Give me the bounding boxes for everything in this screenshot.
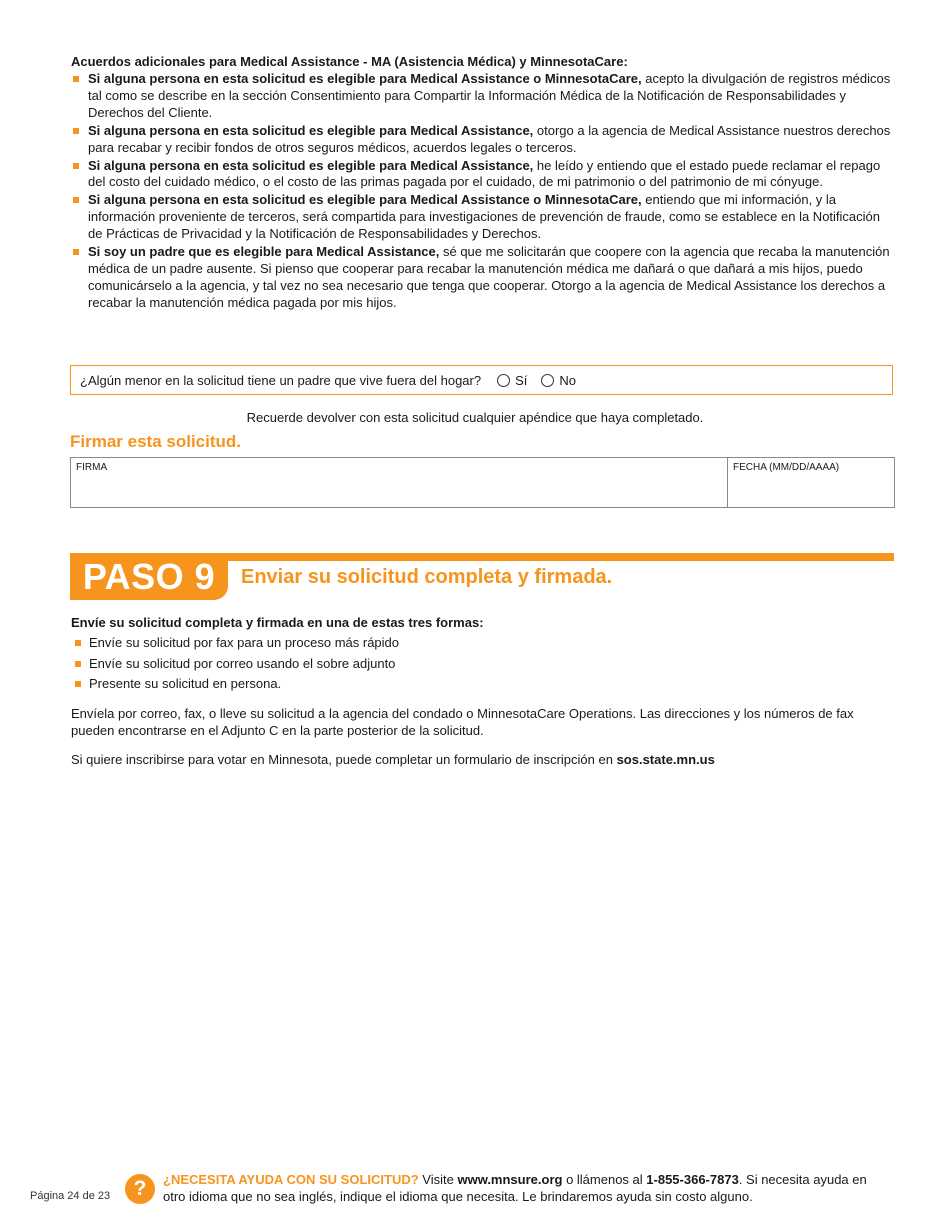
bullet-square-icon: [73, 249, 79, 255]
step-divider-bar: [200, 553, 894, 561]
agreement-bold-text: Si soy un padre que es elegible para Medical Assistance,: [88, 244, 440, 260]
send-methods-list: [71, 635, 399, 697]
mailing-instructions: Envíela por correo, fax, o lleve su solicitud a la agencia del condado o MinnesotaCare Operations. Las direcciones y los números de fax pueden encontrarse en el Adjunto C en la parte posterior de la solicitud.: [71, 706, 854, 738]
agreement-item: [71, 192, 895, 243]
help-call-text: o llámenos al: [562, 1172, 647, 1187]
agreement-text: entiendo que mi información, y la información proveniente de terceros, será compartida para investigaciones de prevención de fraude, como se establece en la Notificación de Prácticas de Privacidad y la Notificación de Responsabilidades y Derechos.: [88, 192, 881, 242]
signature-field[interactable]: [71, 458, 728, 507]
answer-radio-group: [497, 373, 590, 388]
signature-field-label: FIRMA: [76, 462, 108, 473]
voter-registration-link[interactable]: sos.state.mn.us: [616, 752, 715, 767]
help-rest-text: . Si necesita ayuda en otro idioma que no sea inglés, indique el idioma que necesita. Le brindaremos ayuda sin costo alguno.: [163, 1172, 867, 1204]
sign-section-title: Firmar esta solicitud.: [70, 432, 241, 451]
bullet-square-icon: [73, 197, 79, 203]
page-number: Página 24 de 23: [30, 1190, 111, 1202]
yes-radio[interactable]: [497, 374, 510, 387]
date-field[interactable]: [728, 458, 894, 507]
bullet-square-icon: [75, 681, 81, 687]
send-method-text: Envíe su solicitud por correo usando el sobre adjunto: [89, 655, 396, 671]
agreement-item: [71, 71, 895, 122]
agreement-item: [71, 244, 895, 312]
agreement-text: sé que me solicitarán que coopere con la agencia que recaba la manutención médica de un padre ausente. Si pienso que cooperar para recabar la manutención médica me dañará o que dañará a mis hijos, puedo comunicárselo a la agencia, y tal vez no sea necesario que tenga que cooperar. Otorgo a la agencia de Medical Assistance los derechos a recabar la manutención médica pagada por mis hijos.: [88, 244, 890, 310]
date-field-label: FECHA (MM/DD/AAAA): [733, 462, 840, 473]
voter-registration-note: [71, 752, 893, 769]
step-badge: PASO 9: [70, 553, 228, 600]
help-visit-text: Visite: [418, 1172, 458, 1187]
agreements-list: [71, 71, 895, 313]
bullet-square-icon: [73, 128, 79, 134]
send-method-text: Envíe su solicitud por fax para un proceso más rápido: [89, 635, 400, 650]
help-lead: ¿NECESITA AYUDA CON SU SOLICITUD?: [163, 1172, 419, 1187]
send-method-text: Presente su solicitud en persona.: [89, 676, 282, 691]
help-question-icon: ?: [125, 1174, 155, 1204]
bullet-square-icon: [75, 640, 81, 646]
yes-radio-label[interactable]: Sí: [515, 372, 528, 388]
help-message: [163, 1171, 883, 1205]
agreement-text: he leído y entiendo que el estado puede reclamar el repago del costo del cuidado médico, o el costo de las primas pagada por el cuidado, de mi patrimonio o del patrimonio de mi cónyuge.: [88, 157, 881, 190]
help-website-link[interactable]: www.mnsure.org: [457, 1172, 563, 1187]
agreement-bold-text: Si alguna persona en esta solicitud es elegible para Medical Assistance,: [88, 122, 534, 138]
help-phone-number[interactable]: 1-855-366-7873: [646, 1172, 739, 1187]
agreement-text: acepto la divulgación de registros médicos tal como se describe en la sección Consentimiento para Compartir la Información Médica de la Notificación de Responsabilidades y Derechos del Cliente.: [88, 71, 891, 120]
no-radio[interactable]: [541, 374, 554, 387]
bullet-square-icon: [73, 76, 79, 82]
bullet-square-icon: [75, 661, 81, 667]
agreement-text: otorgo a la agencia de Medical Assistance nuestros derechos para recabar y recibir fondos de otros seguros médicos, acuerdos legales o terceros.: [88, 122, 891, 155]
step-title: Enviar su solicitud completa y firmada.: [241, 566, 613, 588]
signature-box: [70, 457, 895, 508]
agreements-heading: Acuerdos adicionales para Medical Assistance - MA (Asistencia Médica) y MinnesotaCare:: [71, 54, 628, 69]
agreement-bold-text: Si alguna persona en esta solicitud es elegible para Medical Assistance,: [88, 157, 534, 173]
no-radio-label[interactable]: No: [559, 372, 577, 388]
send-methods-heading: Envíe su solicitud completa y firmada en una de estas tres formas:: [71, 615, 484, 630]
agreement-bold-text: Si alguna persona en esta solicitud es elegible para Medical Assistance o MinnesotaCare,: [88, 71, 642, 86]
send-method-item: [71, 635, 399, 656]
voter-registration-text: Si quiere inscribirse para votar en Minnesota, puede completar un formulario de inscripción en: [71, 752, 617, 767]
absent-parent-question: [70, 365, 893, 395]
question-text: ¿Algún menor en la solicitud tiene un padre que vive fuera del hogar?: [80, 372, 482, 388]
agreement-item: [71, 123, 895, 157]
bullet-square-icon: [73, 163, 79, 169]
send-method-item: [71, 656, 399, 677]
appendix-reminder: Recuerde devolver con esta solicitud cualquier apéndice que haya completado.: [246, 410, 704, 425]
agreement-item: [71, 158, 895, 192]
send-method-item: [71, 676, 399, 697]
agreement-bold-text: Si alguna persona en esta solicitud es elegible para Medical Assistance o MinnesotaCare,: [88, 192, 642, 208]
